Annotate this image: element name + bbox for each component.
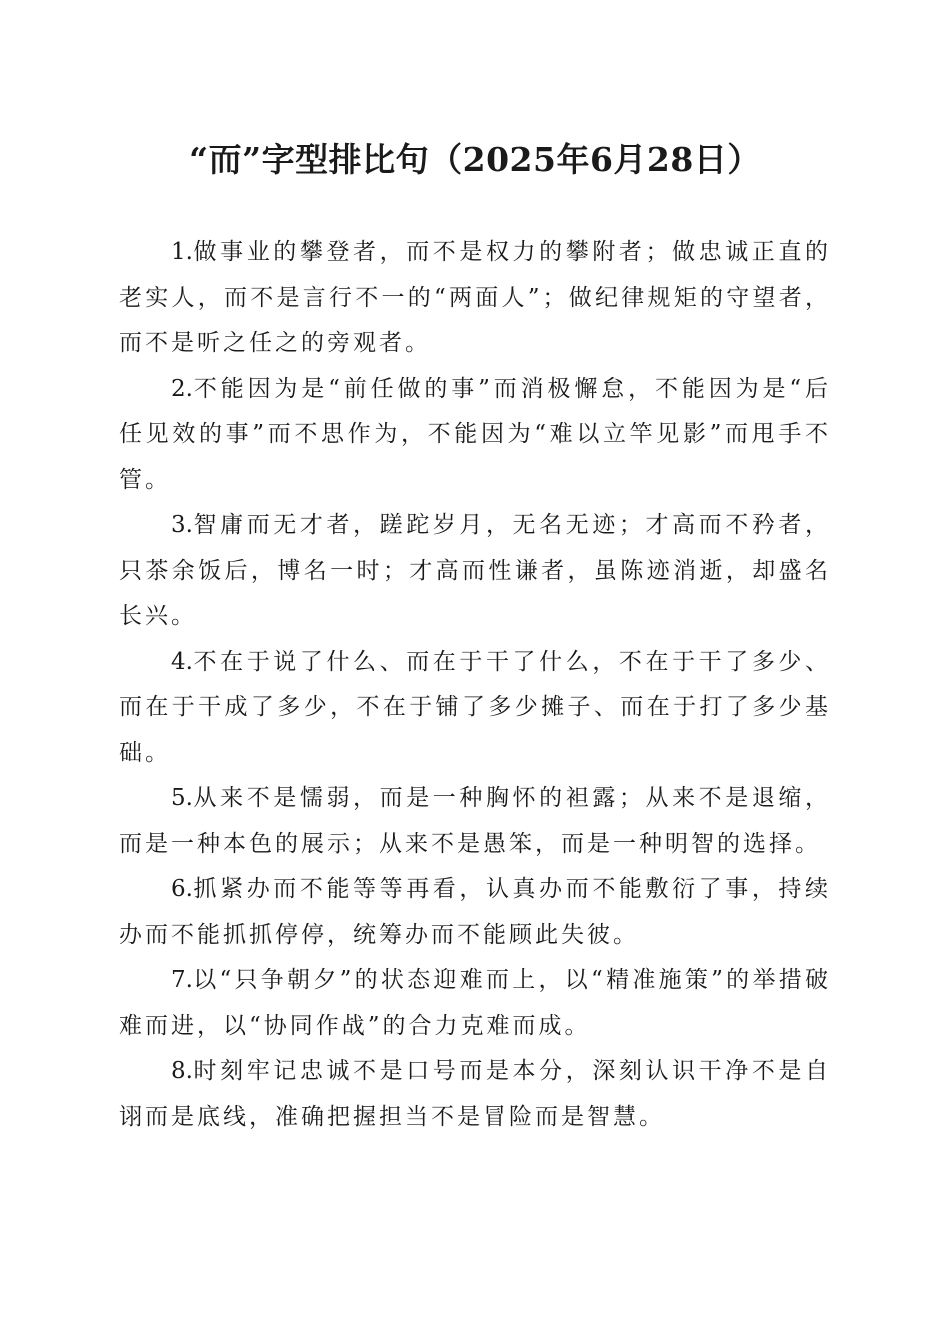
paragraph-text: 做事业的攀登者，而不是权力的攀附者；做忠诚正直的老实人，而不是言行不一的“两面人”；做纪律规矩的守望者，而不是听之任之的旁观者。 xyxy=(119,239,831,356)
paragraph-text: 从来不是懦弱，而是一种胸怀的袒露；从来不是退缩，而是一种本色的展示；从来不是愚笨，而是一种明智的选择。 xyxy=(119,785,831,857)
paragraph-8 xyxy=(119,1049,831,1140)
paragraph-number: 2. xyxy=(171,375,193,402)
paragraph-text: 抓紧办而不能等等再看，认真办而不能敷衍了事，持续办而不能抓抓停停，统筹办而不能顾此失彼。 xyxy=(119,876,831,948)
paragraph-number: 3. xyxy=(171,512,193,538)
paragraph-1 xyxy=(119,230,831,367)
paragraph-5 xyxy=(119,776,831,867)
paragraph-7 xyxy=(119,958,831,1049)
paragraph-number: 4. xyxy=(171,648,193,675)
paragraph-text: 智庸而无才者，蹉跎岁月，无名无迹；才高而不矜者，只茶余饭后，博名一时；才高而性谦者，虽陈迹消逝，却盛名长兴。 xyxy=(119,512,831,629)
paragraph-number: 5. xyxy=(171,785,193,811)
paragraph-number: 6. xyxy=(171,876,193,902)
paragraph-4 xyxy=(119,640,831,777)
paragraph-number: 1. xyxy=(171,239,193,265)
paragraph-2 xyxy=(119,367,831,504)
paragraph-number: 7. xyxy=(171,967,193,993)
document-body xyxy=(119,230,831,1140)
paragraph-text: 时刻牢记忠诚不是口号而是本分，深刻认识干净不是自诩而是底线，准确把握担当不是冒险而是智慧。 xyxy=(119,1058,831,1130)
paragraph-text: 不在于说了什么、而在于干了什么，不在于干了多少、而在于干成了多少，不在于铺了多少摊子、而在于打了多少基础。 xyxy=(119,648,831,766)
paragraph-6 xyxy=(119,867,831,958)
paragraph-number: 8. xyxy=(171,1058,193,1084)
paragraph-text: 不能因为是“前任做的事”而消极懈怠，不能因为是“后任见效的事”而不思作为，不能因为“难以立竿见影”而甩手不管。 xyxy=(119,375,831,493)
paragraph-text: 以“只争朝夕”的状态迎难而上，以“精准施策”的举措破难而进，以“协同作战”的合力克难而成。 xyxy=(119,967,831,1039)
document-title: “而”字型排比句（2025年6月28日） xyxy=(189,140,761,179)
paragraph-3 xyxy=(119,503,831,640)
